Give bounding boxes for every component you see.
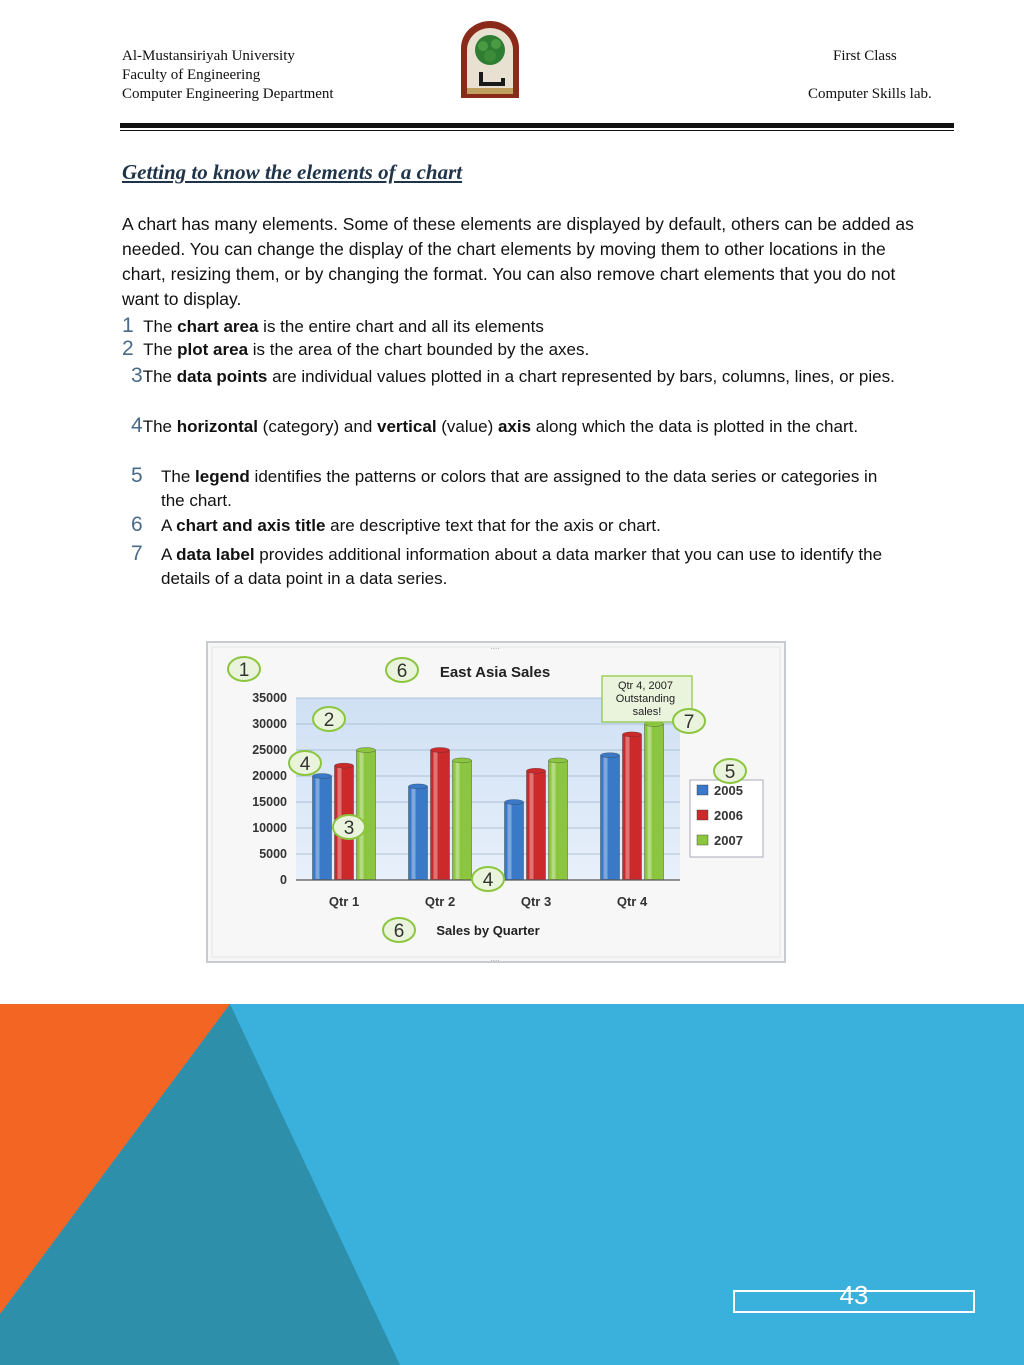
x-tick-label: Qtr 4 — [616, 894, 648, 909]
bar-top — [601, 753, 620, 758]
bar-2007-qtr2 — [453, 760, 472, 880]
callout-number: 5 — [724, 762, 736, 783]
item-number: 4 — [131, 414, 143, 437]
item-number: 3 — [131, 364, 143, 387]
callout-number: 1 — [238, 660, 250, 681]
bar-2007-qtr1 — [357, 750, 376, 880]
header-rule-thin — [120, 130, 954, 131]
y-tick-label: 10000 — [252, 821, 287, 835]
legend-swatch-2007 — [697, 835, 708, 845]
legend — [690, 780, 763, 857]
callout-number: 4 — [299, 754, 311, 775]
data-label-text: Qtr 4, 2007 Outstanding sales! — [615, 680, 676, 718]
bar-highlight — [648, 725, 652, 879]
section-title: Getting to know the elements of a chart — [122, 160, 463, 184]
item-number: 2 — [122, 337, 134, 360]
y-tick-label: 30000 — [252, 717, 287, 731]
callout-number: 6 — [393, 921, 405, 942]
legend-label-2006: 2006 — [714, 808, 743, 823]
y-tick-label: 35000 — [252, 691, 287, 705]
list-item-5: 5 The legend identifies the patterns or colors that are assigned to the data series or categories in the chart. — [131, 464, 878, 510]
bar-2005-qtr4 — [601, 755, 620, 880]
bar-highlight — [360, 751, 364, 879]
east-asia-sales-chart — [206, 641, 786, 963]
bar-2005-qtr3 — [505, 802, 524, 880]
callout-number: 7 — [683, 712, 695, 733]
list-item-2: 2 The plot area is the area of the chart bounded by the axes. — [122, 337, 590, 360]
item-number: 6 — [131, 513, 143, 536]
top-grip: .... — [490, 642, 500, 651]
bar-top — [527, 768, 546, 773]
list-item-4: 4The horizontal (category) and vertical (value) axis along which the data is plotted in the chart. — [131, 414, 859, 437]
x-tick-label: Qtr 1 — [328, 894, 360, 909]
university-name: Al-Mustansiriyah University — [122, 48, 295, 64]
x-axis-title: Sales by Quarter — [436, 923, 540, 938]
callout-number: 2 — [323, 710, 335, 731]
bar-top — [505, 800, 524, 805]
class-label: First Class — [833, 48, 897, 64]
legend-label-2005: 2005 — [714, 783, 743, 798]
bar-highlight — [456, 761, 460, 879]
bar-top — [409, 784, 428, 789]
item-number: 7 — [131, 542, 143, 565]
bottom-grip: .... — [490, 954, 500, 963]
callout-number: 6 — [396, 661, 408, 682]
bar-highlight — [508, 803, 512, 879]
bar-highlight — [626, 735, 630, 879]
bar-top — [431, 748, 450, 753]
bar-top — [549, 758, 568, 763]
callout-number: 4 — [482, 870, 494, 891]
y-tick-label: 5000 — [259, 847, 287, 861]
bar-top — [313, 774, 332, 779]
bar-2005-qtr2 — [409, 786, 428, 880]
item-number: 1 — [122, 314, 134, 337]
list-item-3: 3The data points are individual values plotted in a chart represented by bars, columns, lines, or pies. — [131, 364, 895, 387]
bar-top — [453, 758, 472, 763]
bar-2005-qtr1 — [313, 776, 332, 880]
bar-highlight — [604, 756, 608, 879]
intro-paragraph: A chart has many elements. Some of these elements are displayed by default, others can be added as needed. You can change the display of the chart elements by moving them to other locations in the chart, resizing them, or by changing the format. You can also remove chart elements that you do not want to display. — [122, 214, 914, 309]
bar-2007-qtr3 — [549, 760, 568, 880]
y-tick-label: 20000 — [252, 769, 287, 783]
page-number: 43 — [839, 1280, 869, 1310]
university-logo — [459, 20, 521, 98]
x-tick-label: Qtr 3 — [520, 894, 552, 909]
faculty-name: Faculty of Engineering — [122, 67, 261, 83]
legend-label-2007: 2007 — [714, 833, 743, 848]
bar-highlight — [530, 772, 534, 879]
bar-2006-qtr2 — [431, 750, 450, 880]
legend-swatch-2005 — [697, 785, 708, 795]
callout-number: 3 — [343, 818, 355, 839]
bar-highlight — [552, 761, 556, 879]
bar-highlight — [412, 787, 416, 879]
department-name: Computer Engineering Department — [122, 86, 334, 102]
lab-label: Computer Skills lab. — [808, 86, 932, 102]
bar-2006-qtr3 — [527, 771, 546, 880]
y-tick-label: 15000 — [252, 795, 287, 809]
bar-highlight — [316, 777, 320, 879]
list-item-1: 1 The chart area is the entire chart and all its elements — [122, 314, 544, 337]
bar-top — [623, 732, 642, 737]
list-item-7: 7 A data label provides additional information about a data marker that you can use to identify the details of a data point in a data series. — [131, 542, 883, 588]
header-rule-thick — [120, 123, 954, 128]
y-tick-label: 0 — [280, 873, 287, 887]
bar-top — [357, 748, 376, 753]
x-tick-label: Qtr 2 — [424, 894, 456, 909]
legend-swatch-2006 — [697, 810, 708, 820]
chart-title: East Asia Sales — [439, 664, 551, 681]
item-number: 5 — [131, 464, 143, 487]
bar-2006-qtr4 — [623, 734, 642, 880]
bar-top — [335, 763, 354, 768]
bar-2007-qtr4 — [645, 724, 664, 880]
bar-highlight — [434, 751, 438, 879]
list-item-6: 6 A chart and axis title are descriptive text that for the axis or chart. — [131, 513, 661, 536]
y-tick-label: 25000 — [252, 743, 287, 757]
